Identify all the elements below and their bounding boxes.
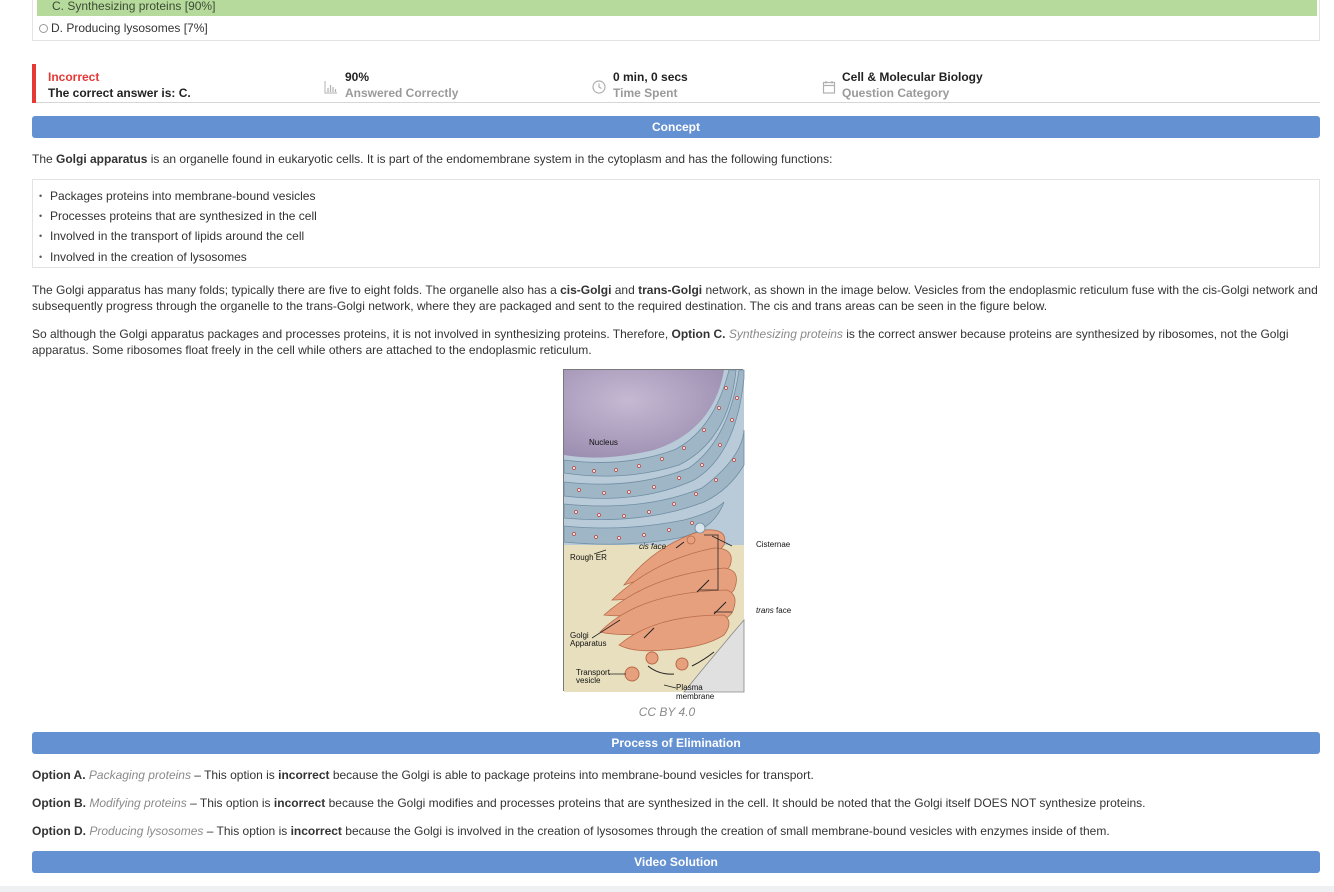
option-d-label: D. Producing lysosomes [7%] bbox=[51, 21, 208, 35]
option-text: – This option is bbox=[190, 768, 279, 782]
category-label: Question Category bbox=[842, 86, 950, 100]
option-c-row[interactable] bbox=[37, 0, 1317, 16]
cis-golgi-term: cis-Golgi bbox=[560, 283, 612, 297]
percent-correct: 90% bbox=[345, 70, 370, 84]
option-name: Modifying proteins bbox=[89, 796, 187, 810]
clock-icon bbox=[592, 80, 606, 94]
incorrect-indicator bbox=[32, 64, 36, 103]
golgi-label-2: Apparatus bbox=[570, 639, 607, 648]
transport-vesicle-label-2: vesicle bbox=[576, 676, 601, 685]
incorrect-term: incorrect bbox=[273, 796, 326, 810]
cis-face-label: cis face bbox=[639, 542, 667, 551]
figure-caption: CC BY 4.0 bbox=[638, 705, 696, 719]
elimination-option-a bbox=[32, 767, 1320, 783]
concept-intro bbox=[32, 151, 1320, 167]
option-text-rest: because the Golgi is able to package proteins into membrane-bound vesicles for transport. bbox=[329, 768, 814, 782]
question-category: Cell & Molecular Biology bbox=[842, 70, 983, 84]
incorrect-term: incorrect bbox=[278, 768, 330, 782]
percent-label: Answered Correctly bbox=[345, 86, 459, 100]
elimination-option-b bbox=[32, 795, 1320, 811]
face-text: face bbox=[773, 606, 792, 615]
page-footer-divider bbox=[0, 886, 1334, 892]
option-text: – This option is bbox=[203, 824, 291, 838]
time-block bbox=[613, 69, 688, 101]
golgi-label-1: Golgi bbox=[570, 631, 589, 640]
plasma-membrane-label: Plasma membrane bbox=[676, 683, 715, 701]
paragraph-text: and bbox=[611, 283, 639, 297]
option-label: Option A. bbox=[32, 768, 86, 782]
option-label: Option B. bbox=[32, 796, 86, 810]
option-label: Option D. bbox=[32, 824, 86, 838]
elimination-option-d bbox=[32, 823, 1320, 839]
video-solution-header[interactable]: Video Solution bbox=[32, 851, 1320, 873]
calendar-icon bbox=[822, 80, 836, 94]
option-d-row[interactable] bbox=[39, 20, 208, 36]
paragraph-text: network, as shown in the image below. Vesicles from the endoplasmic reticulum fuse with the cis-Golgi network and subsequently progress through the organelle to the trans-Golgi network, where they are packaged and sent to the required destination. The cis and trans areas can be seen in the figure below. bbox=[32, 283, 1318, 313]
option-name: Packaging proteins bbox=[88, 768, 191, 782]
golgi-diagram bbox=[563, 369, 743, 701]
answer-explanation-paragraph bbox=[32, 326, 1320, 358]
result-block bbox=[48, 69, 191, 101]
list-item: • Processes proteins that are synthesized in the cell bbox=[50, 206, 1319, 226]
option-text-rest: because the Golgi is involved in the creation of lysosomes through the creation of small membrane-bound vesicles with enzymes inside of them. bbox=[341, 824, 1110, 838]
rough-er-label: Rough ER bbox=[570, 553, 607, 562]
answer-options bbox=[32, 0, 1320, 41]
option-c-term: Option C. bbox=[671, 327, 726, 341]
option-c-name: Synthesizing proteins bbox=[728, 327, 843, 341]
radio-icon[interactable] bbox=[39, 24, 48, 33]
category-block bbox=[842, 69, 983, 101]
option-name: Producing lysosomes bbox=[89, 824, 204, 838]
paragraph-text: The Golgi apparatus has many folds; typically there are five to eight folds. The organelle also has a bbox=[32, 283, 561, 297]
golgi-structure-paragraph bbox=[32, 282, 1320, 314]
list-item: • Involved in the transport of lipids around the cell bbox=[50, 226, 1319, 246]
trans-golgi-term: trans-Golgi bbox=[638, 283, 703, 297]
cisternae-label: Cisternae bbox=[756, 540, 791, 549]
functions-list-box bbox=[32, 179, 1320, 268]
time-label: Time Spent bbox=[613, 86, 678, 100]
intro-text-rest: is an organelle found in eukaryotic cells. It is part of the endomembrane system in the cytoplasm and has the following functions: bbox=[147, 152, 833, 166]
list-item: • Packages proteins into membrane-bound vesicles bbox=[50, 186, 1319, 206]
paragraph-text: is the correct answer because proteins are synthesized by ribosomes, not the Golgi apparatus. Some ribosomes float freely in the cell while others are attached to the endoplasmic reticulum. bbox=[32, 327, 1289, 357]
intro-bold-term: Golgi apparatus bbox=[56, 152, 148, 166]
transport-vesicle-label-1: Transport bbox=[576, 668, 610, 677]
option-text-rest: because the Golgi modifies and processes proteins that are synthesized in the cell. It should be noted that the Golgi itself DOES NOT synthesize proteins. bbox=[325, 796, 1146, 810]
result-stats-bar bbox=[32, 64, 1320, 103]
trans-face-label bbox=[756, 606, 791, 615]
concept-header[interactable]: Concept bbox=[32, 116, 1320, 138]
option-text: – This option is bbox=[186, 796, 274, 810]
elimination-header[interactable]: Process of Elimination bbox=[32, 732, 1320, 754]
incorrect-term: incorrect bbox=[290, 824, 342, 838]
nucleus-label: Nucleus bbox=[589, 438, 618, 447]
trans-italic: trans bbox=[756, 606, 774, 615]
functions-list bbox=[33, 180, 1319, 267]
percent-block bbox=[345, 69, 458, 101]
bar-chart-icon bbox=[324, 80, 338, 94]
paragraph-text: So although the Golgi apparatus packages and processes proteins, it is not involved in synthesizing proteins. Therefore, bbox=[32, 327, 672, 341]
time-spent: 0 min, 0 secs bbox=[613, 70, 688, 84]
option-c-label: C. Synthesizing proteins [90%] bbox=[52, 0, 216, 13]
list-item: • Involved in the creation of lysosomes bbox=[50, 247, 1319, 267]
intro-text: The bbox=[32, 152, 57, 166]
correct-answer-text: The correct answer is: C. bbox=[48, 86, 191, 100]
result-status: Incorrect bbox=[48, 70, 100, 84]
